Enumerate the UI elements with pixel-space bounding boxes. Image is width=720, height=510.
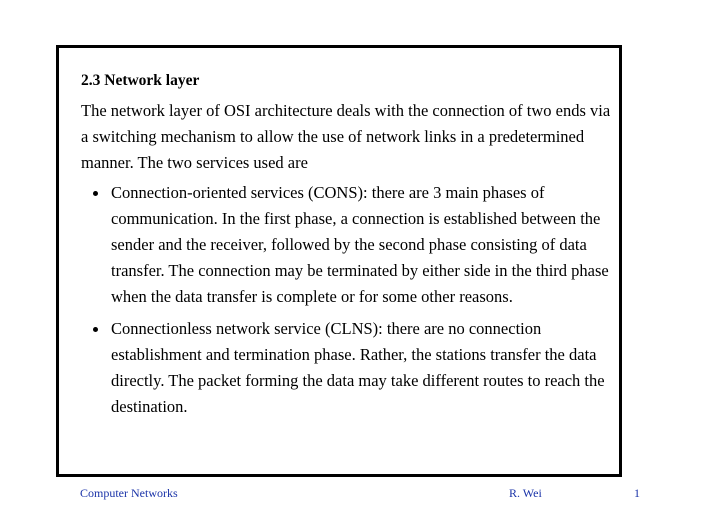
slide-content <box>81 68 611 426</box>
bullet-list <box>81 180 611 420</box>
footer-course-title: Computer Networks <box>80 486 178 500</box>
intro-paragraph: The network layer of OSI architecture deals with the connection of two ends via a switching mechanism to allow the use of network links in a predetermined manner. The two services used are <box>81 101 611 172</box>
bullet-text: Connection-oriented services (CONS): there are 3 main phases of communication. In the first phase, a connection is established between the sender and the receiver, followed by the second phase consisting of data transfer. The connection may be terminated by either side in the third phase when the data transfer is complete or for some other reasons. <box>111 183 609 306</box>
bullet-icon <box>93 191 98 196</box>
bullet-text: Connectionless network service (CLNS): there are no connection establishment and termination phase. Rather, the stations transfer the data directly. The packet forming the data may take different routes to reach the destination. <box>111 319 605 416</box>
section-heading: 2.3 Network layer <box>81 72 200 89</box>
bullet-icon <box>93 327 98 332</box>
list-item <box>81 180 611 310</box>
footer-page-number: 1 <box>634 486 640 500</box>
list-item <box>81 316 611 420</box>
footer-author: R. Wei <box>509 486 542 500</box>
slide-frame <box>56 45 622 477</box>
